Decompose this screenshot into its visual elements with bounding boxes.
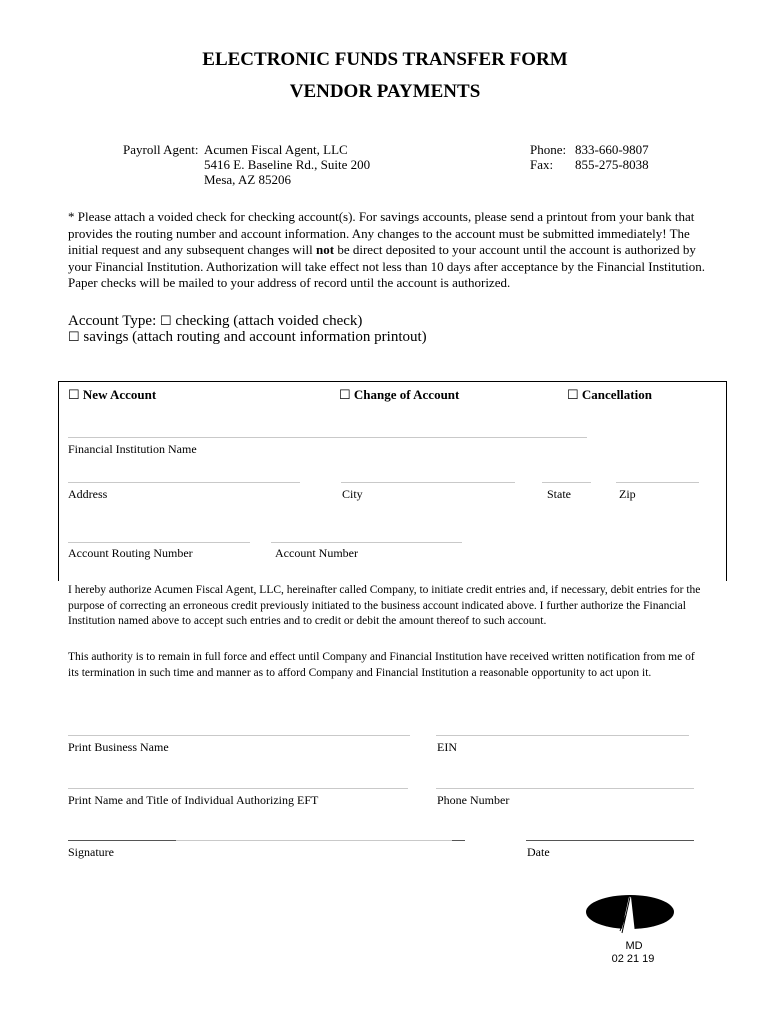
account-number-label: Account Number xyxy=(275,546,358,560)
date-field[interactable] xyxy=(526,840,694,841)
signature-label: Signature xyxy=(68,845,114,859)
business-name-field[interactable] xyxy=(68,735,410,736)
savings-checkbox[interactable]: ☐ xyxy=(68,329,80,344)
account-type-label: Account Type: xyxy=(68,313,157,329)
address-field[interactable] xyxy=(68,482,300,483)
city-field[interactable] xyxy=(341,482,515,483)
instructions-paragraph: * Please attach a voided check for checking account(s). For savings accounts, please send a printout from your bank that provides the routing number and account information. Any changes to the account must be submitted immediately! The initial request and any subsequent changes will not be direct deposited to your account until the account is authorized by your Financial Institution. Authorization will take effect not less than 10 days after acceptance by the Financial Institution. Paper checks will be mailed to your address of record until the account is authorized. xyxy=(68,209,705,290)
form-code: MD xyxy=(625,940,643,952)
cancellation-option[interactable]: ☐ Cancellation xyxy=(567,387,652,402)
institution-name-label: Financial Institution Name xyxy=(68,442,197,456)
signature-line-end xyxy=(452,840,465,841)
signature-line-dark xyxy=(68,840,176,841)
agent-name: Acumen Fiscal Agent, LLC xyxy=(204,142,348,157)
agent-street: 5416 E. Baseline Rd., Suite 200 xyxy=(204,157,371,172)
signature-field[interactable] xyxy=(176,840,452,841)
savings-option-label: savings (attach routing and account information printout) xyxy=(83,329,427,345)
savings-row xyxy=(68,329,427,346)
new-account-option[interactable]: ☐ New Account xyxy=(68,387,157,402)
fax-label: Fax: xyxy=(530,157,554,172)
change-account-option[interactable]: ☐ Change of Account xyxy=(339,387,460,402)
form-subtitle: VENDOR PAYMENTS xyxy=(289,81,481,102)
address-label: Address xyxy=(68,487,108,501)
ein-label: EIN xyxy=(437,740,457,754)
phone-number-label: Phone Number xyxy=(437,793,510,807)
zip-label: Zip xyxy=(619,487,636,501)
new-account-checkbox[interactable]: ☐ xyxy=(68,387,80,402)
routing-number-field[interactable] xyxy=(68,542,250,543)
authorizer-name-title-field[interactable] xyxy=(68,788,408,789)
institution-name-field[interactable] xyxy=(68,437,587,438)
date-label: Date xyxy=(527,845,550,859)
change-account-checkbox[interactable]: ☐ xyxy=(339,387,351,402)
form-revision-date: 02 21 19 xyxy=(611,953,655,965)
form-title: ELECTRONIC FUNDS TRANSFER FORM xyxy=(202,49,568,70)
authorizer-name-title-label: Print Name and Title of Individual Authorizing EFT xyxy=(68,793,319,807)
ein-field[interactable] xyxy=(436,735,689,736)
account-number-field[interactable] xyxy=(271,542,462,543)
agent-city: Mesa, AZ 85206 xyxy=(204,172,292,187)
authority-duration-paragraph: This authority is to remain in full force and effect until Company and Financial Institution have received written notification from me of its termination in such time and manner as to afford Company and Financial Institution a reasonable opportunity to act upon it. xyxy=(68,651,695,679)
phone-number-field[interactable] xyxy=(436,788,694,789)
checking-option-label: checking (attach voided check) xyxy=(175,313,363,329)
state-field[interactable] xyxy=(542,482,591,483)
cancellation-checkbox[interactable]: ☐ xyxy=(567,387,579,402)
phone-label: Phone: xyxy=(530,142,567,157)
business-name-label: Print Business Name xyxy=(68,740,169,754)
routing-number-label: Account Routing Number xyxy=(68,546,193,560)
city-label: City xyxy=(342,487,363,501)
payroll-agent-label: Payroll Agent: xyxy=(123,142,199,157)
acumen-logo-icon xyxy=(586,893,676,937)
instructions-emphasis: not xyxy=(316,242,335,257)
state-label: State xyxy=(547,487,571,501)
authorization-paragraph: I hereby authorize Acumen Fiscal Agent, LLC, hereinafter called Company, to initiate credit entries and, if necessary, debit entries for the purpose of correcting an erroneous credit previously initiated to the business account indicated above. I further authorize the Financial Institution named above to accept such entries and to credit or debit the amount thereof to such account. xyxy=(68,584,701,627)
agent-phone: 833-660-9807 xyxy=(575,142,649,157)
agent-fax: 855-275-8038 xyxy=(575,157,649,172)
checking-checkbox[interactable]: ☐ xyxy=(160,313,172,328)
zip-field[interactable] xyxy=(616,482,699,483)
account-type-row xyxy=(68,313,362,330)
